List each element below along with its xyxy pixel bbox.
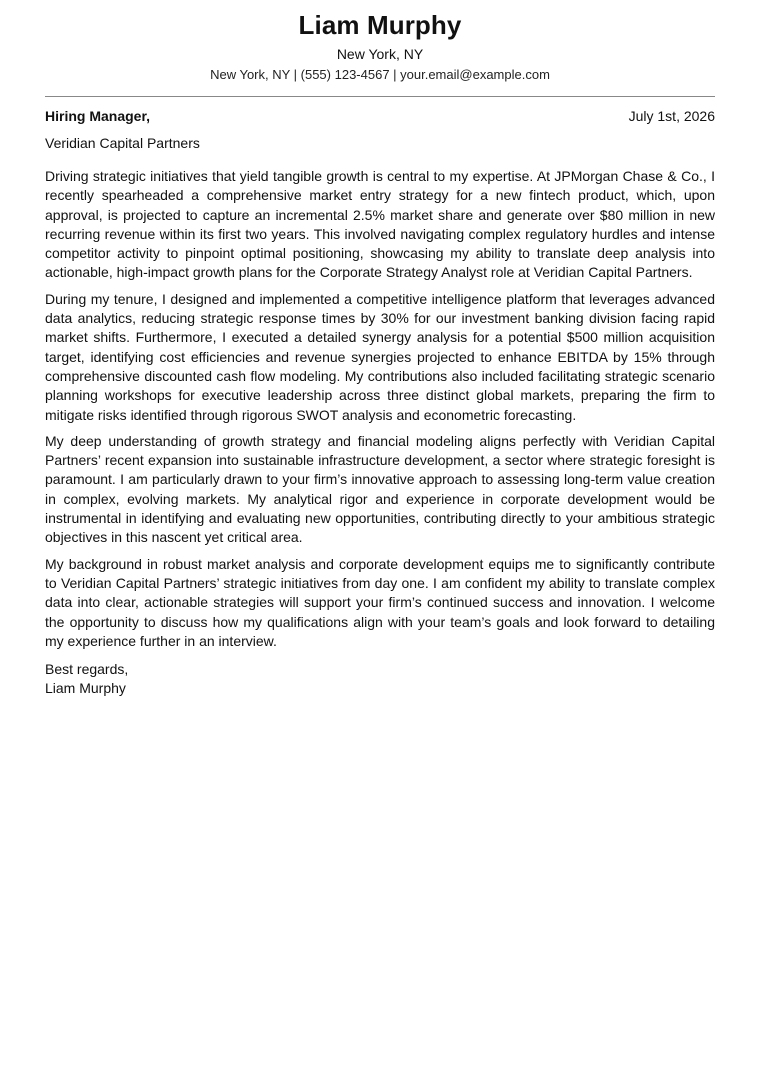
contact-line: New York, NY | (555) 123-4567 | your.email@example.com (210, 67, 550, 82)
letter-date: July 1st, 2026 (628, 108, 715, 124)
recipient-date-row (45, 107, 715, 125)
body-paragraph-2: During my tenure, I designed and implemented a competitive intelligence platform that leverages advanced data analytics, reducing strategic response times by 30% for our investment banking division facing rapid market shifts. Furthermore, I executed a detailed synergy analysis for a potential $500 million acquisition target, identifying cost efficiencies and revenue synergies projected to enhance EBITDA by 15% through comprehensive discounted cash flow modeling. My contributions also included facilitating strategic scenario planning workshops for executive leadership across three distinct global markets, preparing the firm to mitigate risks identified through rigorous SWOT analysis and econometric forecasting. (45, 290, 715, 423)
body-paragraph-1: Driving strategic initiatives that yield tangible growth is central to my expertise. At JPMorgan Chase & Co., I recently spearheaded a comprehensive market entry strategy for a new fintech product, which, upon approval, is projected to capture an incremental 2.5% market share and generate over $80 million in new recurring revenue within its first two years. This involved navigating complex regulatory hurdles and intense competitor activity to pinpoint optimal positioning, showcasing my ability to translate deep analysis into actionable, high-impact growth plans for the Corporate Strategy Analyst role at Veridian Capital Partners. (45, 168, 715, 281)
recipient-greeting: Hiring Manager, (45, 108, 151, 124)
applicant-location: New York, NY (336, 46, 424, 62)
closing-salutation: Best regards, (45, 661, 129, 678)
body-paragraph-3: My deep understanding of growth strategy and financial modeling aligns perfectly with Veridian Capital Partners’ recent expansion into sustainable infrastructure development, a sector where strategic foresight is paramount. I am particularly drawn to your firm’s innovative approach to assessing long-term value creation in complex, evolving markets. My analytical rigor and experience in corporate development would be instrumental in identifying and evaluating new opportunities, contributing directly to your ambitious strategic objectives in this nascent yet critical area. (45, 432, 715, 546)
recipient-company: Veridian Capital Partners (45, 135, 200, 151)
letter-body (45, 167, 715, 651)
letter-header (45, 0, 715, 83)
letter-closing (45, 660, 715, 698)
closing-signature: Liam Murphy (45, 680, 126, 697)
applicant-name: Liam Murphy (298, 10, 462, 40)
body-paragraph-4: My background in robust market analysis and corporate development equips me to significantly contribute to Veridian Capital Partners’ strategic initiatives from day one. I am confident my ability to translate complex data into clear, actionable strategies will support your firm’s continued success and innovation. I welcome the opportunity to discuss how my qualifications align with your team’s goals and look forward to detailing my experience further in an interview. (45, 555, 715, 649)
header-divider (45, 96, 715, 97)
